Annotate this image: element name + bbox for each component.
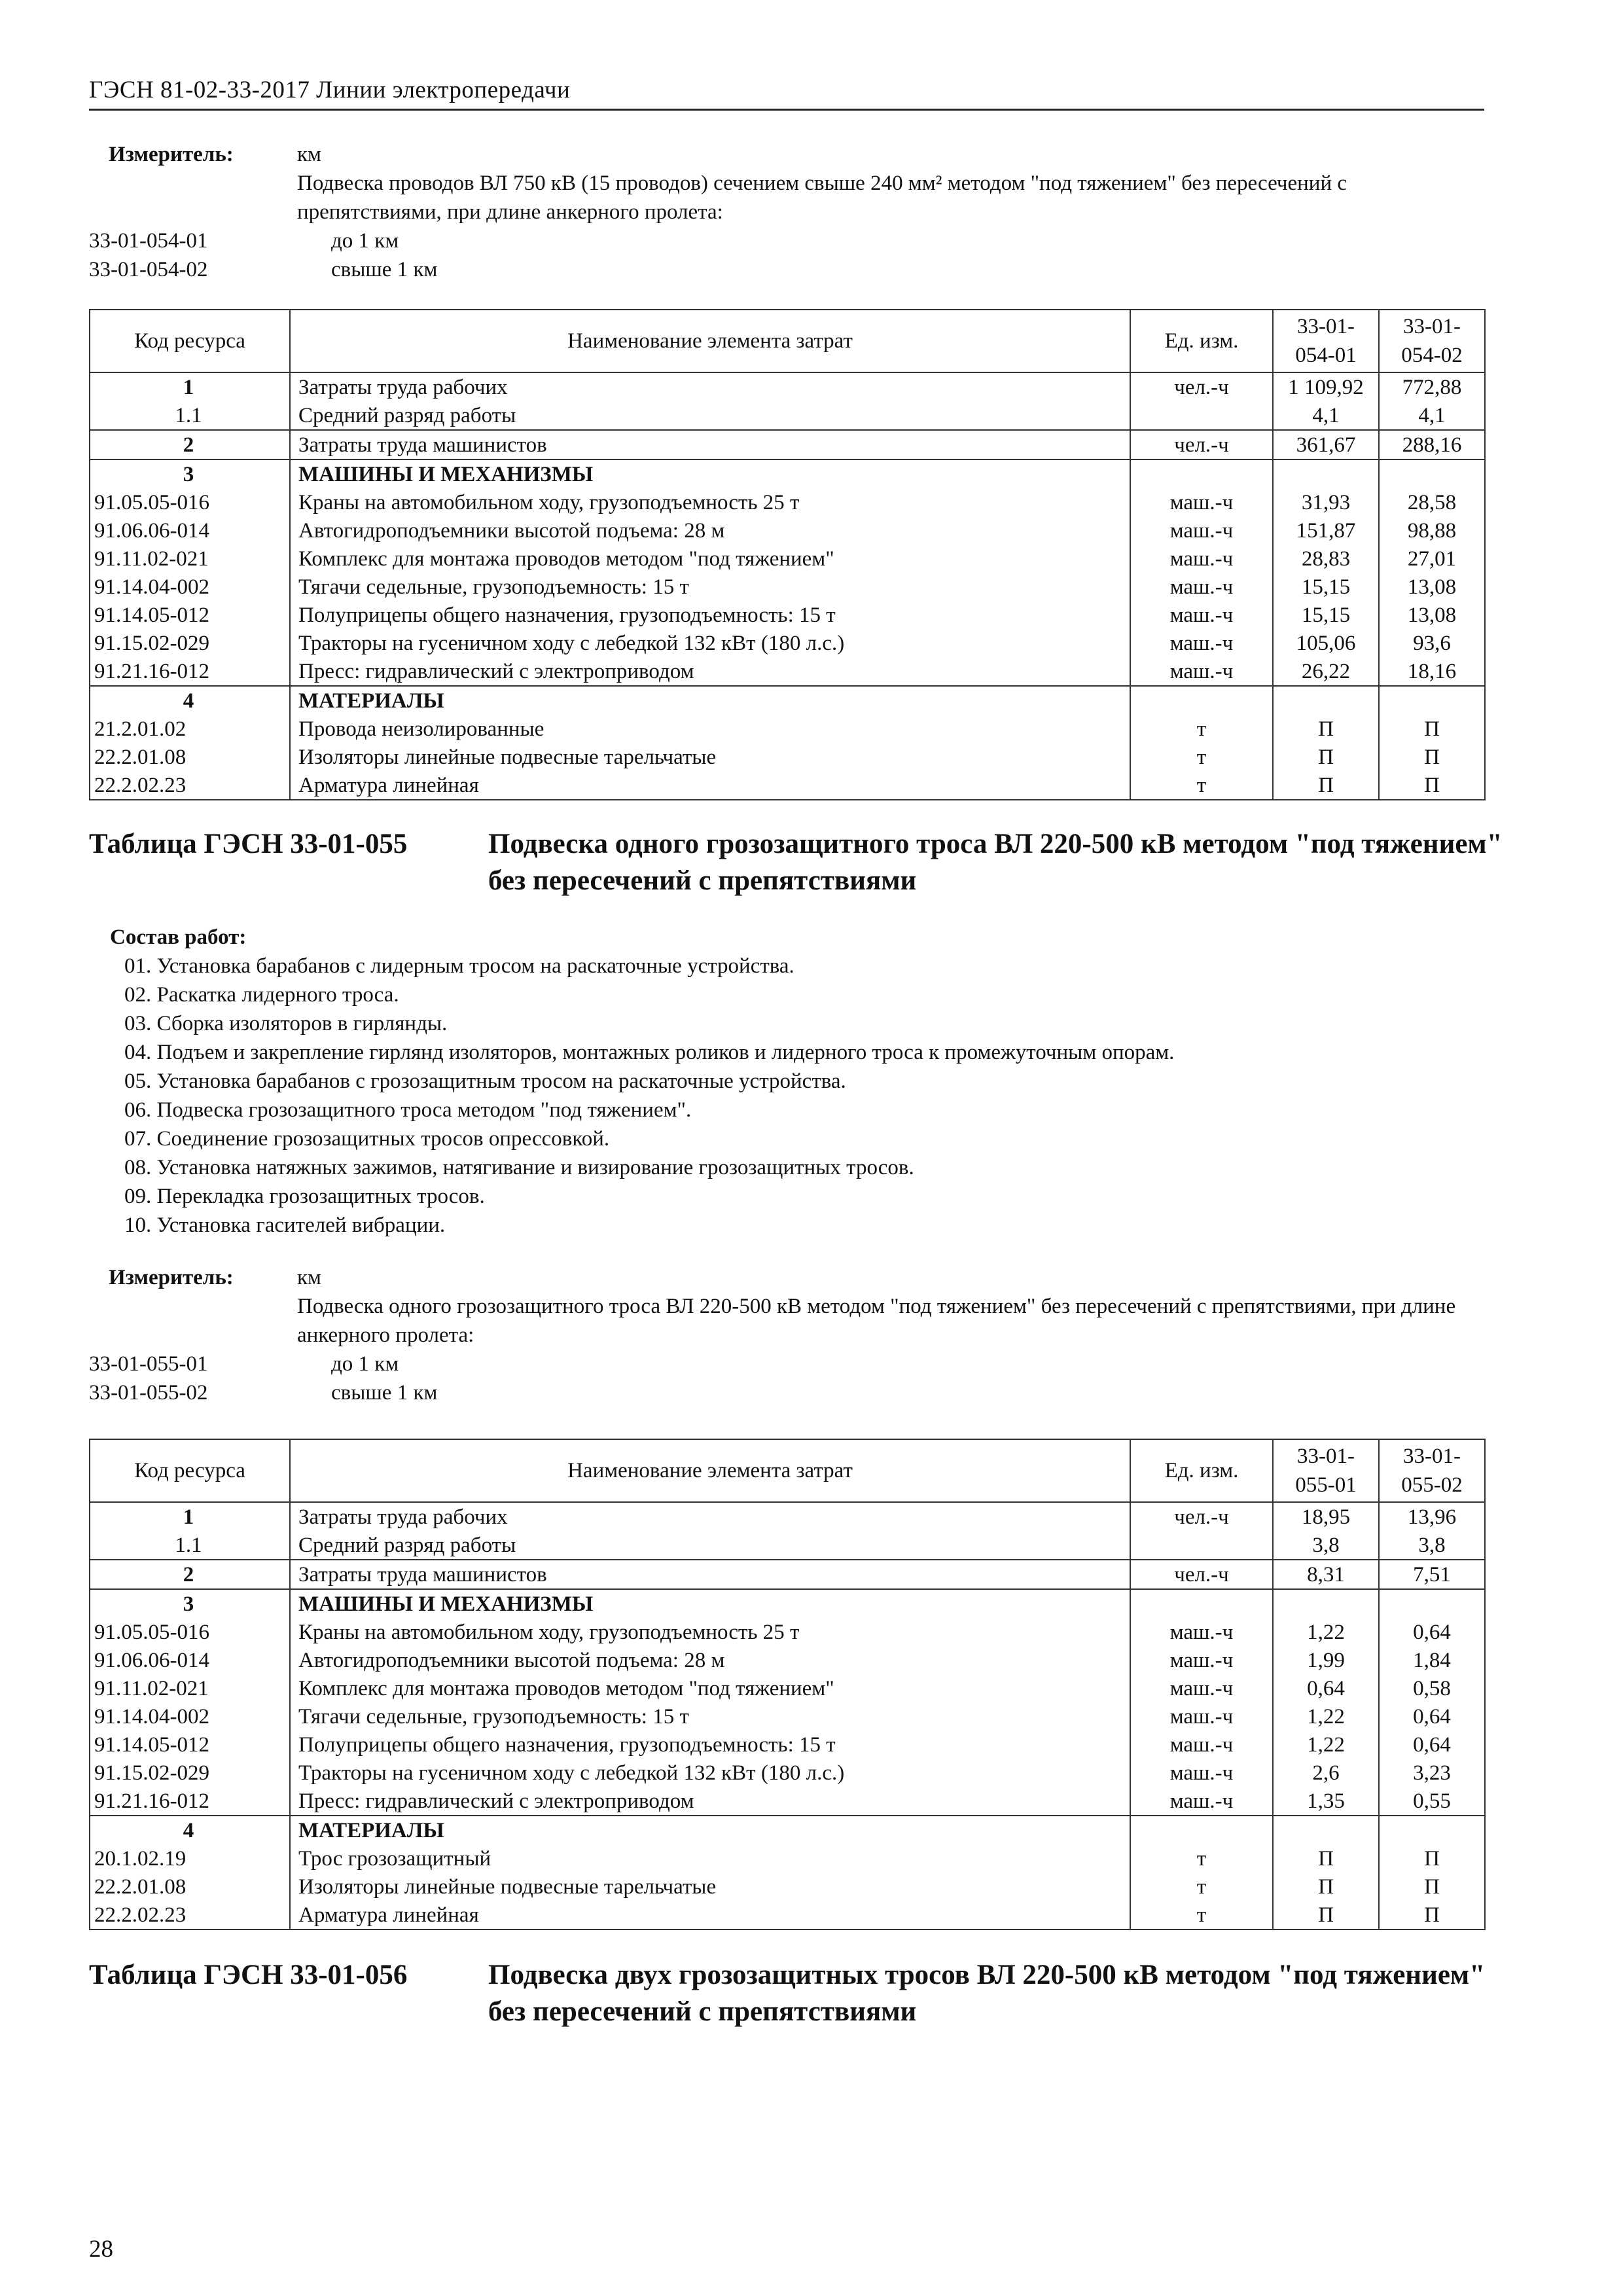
meter-block-055 [89, 1263, 1484, 1407]
norm-value-cell: 0,58 [1379, 1674, 1485, 1702]
norm-value-cell: 7,51 [1379, 1560, 1485, 1589]
norm-value-cell: 772,88 [1379, 372, 1485, 401]
unit-cell [1130, 1531, 1273, 1560]
table-row [90, 573, 1485, 601]
meter-label: Измеритель: [109, 143, 234, 166]
norm-value-cell: 13,08 [1379, 573, 1485, 601]
resource-code-cell: 22.2.01.08 [90, 1873, 290, 1901]
cost-element-name-cell: Комплекс для монтажа проводов методом "под тяжением" [290, 1674, 1130, 1702]
norm-value-cell: 1,84 [1379, 1646, 1485, 1674]
norm-value-cell [1379, 459, 1485, 488]
resource-code-cell: 22.2.02.23 [90, 771, 290, 800]
works-item: 05. Установка барабанов с грозозащитным тросом на раскаточные устройства. [124, 1069, 846, 1093]
norm-value-cell: 28,83 [1273, 545, 1379, 573]
header-cell: Наименование элемента затрат [290, 1439, 1130, 1502]
norm-value-cell: П [1379, 715, 1485, 743]
table-row [90, 516, 1485, 545]
unit-cell: т [1130, 771, 1273, 800]
meter-unit: км [297, 1266, 321, 1289]
table-row [90, 1844, 1485, 1873]
norm-value-cell [1379, 686, 1485, 715]
table-row [90, 1502, 1485, 1531]
table-row [90, 743, 1485, 771]
unit-cell: маш.-ч [1130, 1674, 1273, 1702]
norm-value-cell: 31,93 [1273, 488, 1379, 516]
cost-element-name-cell: Комплекс для монтажа проводов методом "под тяжением" [290, 545, 1130, 573]
norm-value-cell: 151,87 [1273, 516, 1379, 545]
table-row [90, 629, 1485, 657]
cost-element-name-cell: Трос грозозащитный [290, 1844, 1130, 1873]
header-cell: Код ресурса [90, 310, 290, 372]
resource-code-cell: 22.2.02.23 [90, 1901, 290, 1929]
unit-cell: маш.-ч [1130, 488, 1273, 516]
norm-value-cell [1379, 1589, 1485, 1618]
table-caption: Подвеска одного грозозащитного троса ВЛ 220-500 кВ методом "под тяжением" без пересечений с препятствиями [488, 829, 1503, 896]
cost-element-name-cell: Полуприцепы общего назначения, грузоподъемность: 15 т [290, 1731, 1130, 1759]
variant-range: свыше 1 км [331, 258, 438, 281]
table-row [90, 1560, 1485, 1589]
works-title: Состав работ: [110, 925, 247, 949]
resource-code-cell: 1 [90, 372, 290, 401]
variant-range: свыше 1 км [331, 1381, 438, 1405]
table-row [90, 1731, 1485, 1759]
resource-code-cell: 21.2.01.02 [90, 715, 290, 743]
norm-value-cell [1273, 686, 1379, 715]
table-header-row [90, 310, 1485, 372]
table-row [90, 1646, 1485, 1674]
cost-element-name-cell: Краны на автомобильном ходу, грузоподъемность 25 т [290, 488, 1130, 516]
variant-range: до 1 км [331, 1352, 399, 1376]
norm-value-cell: П [1273, 743, 1379, 771]
norm-value-cell: 3,8 [1273, 1531, 1379, 1560]
resource-code-cell: 1.1 [90, 401, 290, 430]
variant-range: до 1 км [331, 229, 399, 253]
resource-code-cell: 91.11.02-021 [90, 545, 290, 573]
table-header-row [90, 1439, 1485, 1502]
cost-element-name-cell: Тягачи седельные, грузоподъемность: 15 т [290, 1702, 1130, 1731]
meter-description: Подвеска одного грозозащитного троса ВЛ 220-500 кВ методом "под тяжением" без пересечений с препятствиями, при длине анкерного пролета: [297, 1295, 1456, 1347]
norm-value-cell: 93,6 [1379, 629, 1485, 657]
cost-element-name-cell: Затраты труда машинистов [290, 430, 1130, 459]
norm-value-cell: 4,1 [1273, 401, 1379, 430]
cost-element-name-cell: Средний разряд работы [290, 401, 1130, 430]
resource-code-cell: 91.05.05-016 [90, 488, 290, 516]
works-item: 03. Сборка изоляторов в гирлянды. [124, 1012, 448, 1035]
norm-value-cell: П [1379, 1844, 1485, 1873]
resource-code-cell: 91.21.16-012 [90, 657, 290, 686]
resource-code-cell: 3 [90, 459, 290, 488]
norm-value-cell: 288,16 [1379, 430, 1485, 459]
unit-cell: маш.-ч [1130, 1759, 1273, 1787]
cost-element-name-cell: Автогидроподъемники высотой подъема: 28 м [290, 516, 1130, 545]
table-row [90, 1759, 1485, 1787]
norm-value-cell: 13,08 [1379, 601, 1485, 629]
norm-value-cell: 18,16 [1379, 657, 1485, 686]
resource-code-cell: 91.14.04-002 [90, 1702, 290, 1731]
norm-value-cell: 1,22 [1273, 1618, 1379, 1646]
cost-element-name-cell: Затраты труда рабочих [290, 1502, 1130, 1531]
unit-cell [1130, 686, 1273, 715]
works-item: 06. Подвеска грозозащитного троса методом "под тяжением". [124, 1098, 692, 1122]
cost-element-name-cell: Тракторы на гусеничном ходу с лебедкой 132 кВт (180 л.с.) [290, 629, 1130, 657]
resource-code-cell: 91.11.02-021 [90, 1674, 290, 1702]
unit-cell [1130, 401, 1273, 430]
resource-code-cell: 91.05.05-016 [90, 1618, 290, 1646]
norm-value-cell: 27,01 [1379, 545, 1485, 573]
table-row [90, 1589, 1485, 1618]
cost-element-name-cell: МАШИНЫ И МЕХАНИЗМЫ [290, 1589, 1130, 1618]
cost-element-name-cell: Краны на автомобильном ходу, грузоподъемность 25 т [290, 1618, 1130, 1646]
table-row [90, 601, 1485, 629]
cost-element-name-cell: Средний разряд работы [290, 1531, 1130, 1560]
norm-value-cell: 0,64 [1379, 1702, 1485, 1731]
norm-value-cell: 1,99 [1273, 1646, 1379, 1674]
norm-value-cell: 361,67 [1273, 430, 1379, 459]
cost-element-name-cell: Затраты труда машинистов [290, 1560, 1130, 1589]
header-rule [89, 109, 1484, 111]
resource-code-cell: 91.06.06-014 [90, 1646, 290, 1674]
table-row [90, 545, 1485, 573]
unit-cell: маш.-ч [1130, 601, 1273, 629]
cost-element-name-cell: Тракторы на гусеничном ходу с лебедкой 132 кВт (180 л.с.) [290, 1759, 1130, 1787]
cost-element-name-cell: Изоляторы линейные подвесные тарельчатые [290, 743, 1130, 771]
header-cell: 33-01- 055-02 [1379, 1439, 1485, 1502]
cost-element-name-cell: Пресс: гидравлический с электроприводом [290, 1787, 1130, 1816]
norm-value-cell: П [1379, 1873, 1485, 1901]
table-row [90, 657, 1485, 686]
unit-cell: т [1130, 1844, 1273, 1873]
unit-cell: чел.-ч [1130, 372, 1273, 401]
norm-value-cell: 4,1 [1379, 401, 1485, 430]
unit-cell [1130, 1816, 1273, 1844]
resource-code-cell: 91.14.05-012 [90, 601, 290, 629]
works-item: 08. Установка натяжных зажимов, натягивание и визирование грозозащитных тросов. [124, 1156, 914, 1179]
resource-code-cell: 91.15.02-029 [90, 629, 290, 657]
cost-element-name-cell: Полуприцепы общего назначения, грузоподъемность: 15 т [290, 601, 1130, 629]
unit-cell: т [1130, 1873, 1273, 1901]
variant-code: 33-01-055-02 [89, 1381, 208, 1405]
norm-value-cell: 1 109,92 [1273, 372, 1379, 401]
table-row [90, 372, 1485, 401]
cost-element-name-cell: Провода неизолированные [290, 715, 1130, 743]
header-cell: Ед. изм. [1130, 1439, 1273, 1502]
table-row [90, 1901, 1485, 1929]
table-row [90, 1816, 1485, 1844]
norm-value-cell: П [1379, 743, 1485, 771]
norm-value-cell: 0,64 [1273, 1674, 1379, 1702]
resource-table-054 [89, 309, 1486, 800]
resource-code-cell: 4 [90, 1816, 290, 1844]
norm-value-cell: 15,15 [1273, 573, 1379, 601]
unit-cell [1130, 459, 1273, 488]
resource-code-cell: 91.14.04-002 [90, 573, 290, 601]
header-cell: 33-01- 054-02 [1379, 310, 1485, 372]
norm-value-cell: П [1273, 771, 1379, 800]
norm-value-cell [1273, 459, 1379, 488]
variant-code: 33-01-054-01 [89, 229, 208, 253]
table-row [90, 1618, 1485, 1646]
unit-cell: маш.-ч [1130, 1787, 1273, 1816]
header-cell: 33-01- 054-01 [1273, 310, 1379, 372]
norm-value-cell [1273, 1589, 1379, 1618]
unit-cell: маш.-ч [1130, 573, 1273, 601]
unit-cell: маш.-ч [1130, 1618, 1273, 1646]
variant-code: 33-01-055-01 [89, 1352, 208, 1376]
norm-value-cell: 3,8 [1379, 1531, 1485, 1560]
running-header: ГЭСН 81-02-33-2017 Линии электропередачи [89, 77, 571, 103]
table-row [90, 1702, 1485, 1731]
norm-value-cell: 0,55 [1379, 1787, 1485, 1816]
cost-element-name-cell: Арматура линейная [290, 1901, 1130, 1929]
table-row [90, 430, 1485, 459]
table-row [90, 1674, 1485, 1702]
works-item: 01. Установка барабанов с лидерным тросом на раскаточные устройства. [124, 954, 794, 978]
norm-value-cell: 18,95 [1273, 1502, 1379, 1531]
unit-cell: т [1130, 743, 1273, 771]
meter-block-054 [89, 140, 1484, 284]
table-number: Таблица ГЭСН 33-01-055 [89, 829, 408, 859]
resource-code-cell: 91.15.02-029 [90, 1759, 290, 1787]
norm-value-cell: П [1379, 771, 1485, 800]
norm-value-cell: П [1379, 1901, 1485, 1929]
unit-cell: маш.-ч [1130, 1731, 1273, 1759]
norm-value-cell: 3,23 [1379, 1759, 1485, 1787]
norm-value-cell: П [1273, 1873, 1379, 1901]
norm-value-cell: 98,88 [1379, 516, 1485, 545]
unit-cell: маш.-ч [1130, 1646, 1273, 1674]
norm-value-cell: 1,22 [1273, 1731, 1379, 1759]
header-cell: Наименование элемента затрат [290, 310, 1130, 372]
cost-element-name-cell: МАШИНЫ И МЕХАНИЗМЫ [290, 459, 1130, 488]
unit-cell: чел.-ч [1130, 1502, 1273, 1531]
resource-code-cell: 3 [90, 1589, 290, 1618]
table-row [90, 459, 1485, 488]
resource-code-cell: 4 [90, 686, 290, 715]
table-number: Таблица ГЭСН 33-01-056 [89, 1960, 408, 1990]
cost-element-name-cell: Тягачи седельные, грузоподъемность: 15 т [290, 573, 1130, 601]
cost-element-name-cell: Арматура линейная [290, 771, 1130, 800]
resource-table-055 [89, 1439, 1486, 1930]
table-row [90, 401, 1485, 430]
norm-value-cell: П [1273, 1844, 1379, 1873]
norm-value-cell: 2,6 [1273, 1759, 1379, 1787]
table-row [90, 715, 1485, 743]
table-row [90, 1531, 1485, 1560]
table-row [90, 1873, 1485, 1901]
table-row [90, 686, 1485, 715]
resource-code-cell: 20.1.02.19 [90, 1844, 290, 1873]
works-item: 07. Соединение грозозащитных тросов опрессовкой. [124, 1127, 610, 1151]
unit-cell [1130, 1589, 1273, 1618]
resource-code-cell: 91.14.05-012 [90, 1731, 290, 1759]
meter-unit: км [297, 143, 321, 166]
norm-value-cell: 13,96 [1379, 1502, 1485, 1531]
resource-code-cell: 22.2.01.08 [90, 743, 290, 771]
unit-cell: чел.-ч [1130, 430, 1273, 459]
header-cell: Ед. изм. [1130, 310, 1273, 372]
unit-cell: чел.-ч [1130, 1560, 1273, 1589]
page-number: 28 [89, 2236, 113, 2263]
table-row [90, 771, 1485, 800]
cost-element-name-cell: Изоляторы линейные подвесные тарельчатые [290, 1873, 1130, 1901]
norm-value-cell: 1,22 [1273, 1702, 1379, 1731]
header-cell: 33-01- 055-01 [1273, 1439, 1379, 1502]
table-row [90, 1787, 1485, 1816]
resource-code-cell: 1 [90, 1502, 290, 1531]
cost-element-name-cell: МАТЕРИАЛЫ [290, 1816, 1130, 1844]
norm-value-cell: 105,06 [1273, 629, 1379, 657]
norm-value-cell: П [1273, 715, 1379, 743]
unit-cell: т [1130, 1901, 1273, 1929]
norm-value-cell: 15,15 [1273, 601, 1379, 629]
meter-description: Подвеска проводов ВЛ 750 кВ (15 проводов) сечением свыше 240 мм² методом "под тяжением" без пересечений с препятствиями, при длине анкерного пролета: [297, 171, 1347, 224]
norm-value-cell: 1,35 [1273, 1787, 1379, 1816]
resource-code-cell: 2 [90, 430, 290, 459]
cost-element-name-cell: Автогидроподъемники высотой подъема: 28 м [290, 1646, 1130, 1674]
resource-code-cell: 91.21.16-012 [90, 1787, 290, 1816]
unit-cell: маш.-ч [1130, 545, 1273, 573]
unit-cell: маш.-ч [1130, 516, 1273, 545]
unit-cell: маш.-ч [1130, 657, 1273, 686]
norm-value-cell: 26,22 [1273, 657, 1379, 686]
unit-cell: маш.-ч [1130, 629, 1273, 657]
norm-value-cell [1379, 1816, 1485, 1844]
resource-code-cell: 91.06.06-014 [90, 516, 290, 545]
resource-code-cell: 1.1 [90, 1531, 290, 1560]
cost-element-name-cell: МАТЕРИАЛЫ [290, 686, 1130, 715]
norm-value-cell [1273, 1816, 1379, 1844]
cost-element-name-cell: Затраты труда рабочих [290, 372, 1130, 401]
variant-code: 33-01-054-02 [89, 258, 208, 281]
resource-code-cell: 2 [90, 1560, 290, 1589]
works-list [110, 923, 1174, 1240]
header-cell: Код ресурса [90, 1439, 290, 1502]
works-item: 10. Установка гасителей вибрации. [124, 1213, 446, 1237]
norm-value-cell: 0,64 [1379, 1731, 1485, 1759]
works-item: 04. Подъем и закрепление гирлянд изоляторов, монтажных роликов и лидерного троса к промежуточным опорам. [124, 1041, 1175, 1064]
unit-cell: т [1130, 715, 1273, 743]
table-caption: Подвеска двух грозозащитных тросов ВЛ 220-500 кВ методом "под тяжением" без пересечений с препятствиями [488, 1960, 1486, 2027]
table-row [90, 488, 1485, 516]
norm-value-cell: 28,58 [1379, 488, 1485, 516]
cost-element-name-cell: Пресс: гидравлический с электроприводом [290, 657, 1130, 686]
meter-label: Измеритель: [109, 1266, 234, 1289]
works-item: 02. Раскатка лидерного троса. [124, 983, 399, 1007]
norm-value-cell: П [1273, 1901, 1379, 1929]
norm-value-cell: 0,64 [1379, 1618, 1485, 1646]
works-item: 09. Перекладка грозозащитных тросов. [124, 1185, 485, 1208]
unit-cell: маш.-ч [1130, 1702, 1273, 1731]
norm-value-cell: 8,31 [1273, 1560, 1379, 1589]
